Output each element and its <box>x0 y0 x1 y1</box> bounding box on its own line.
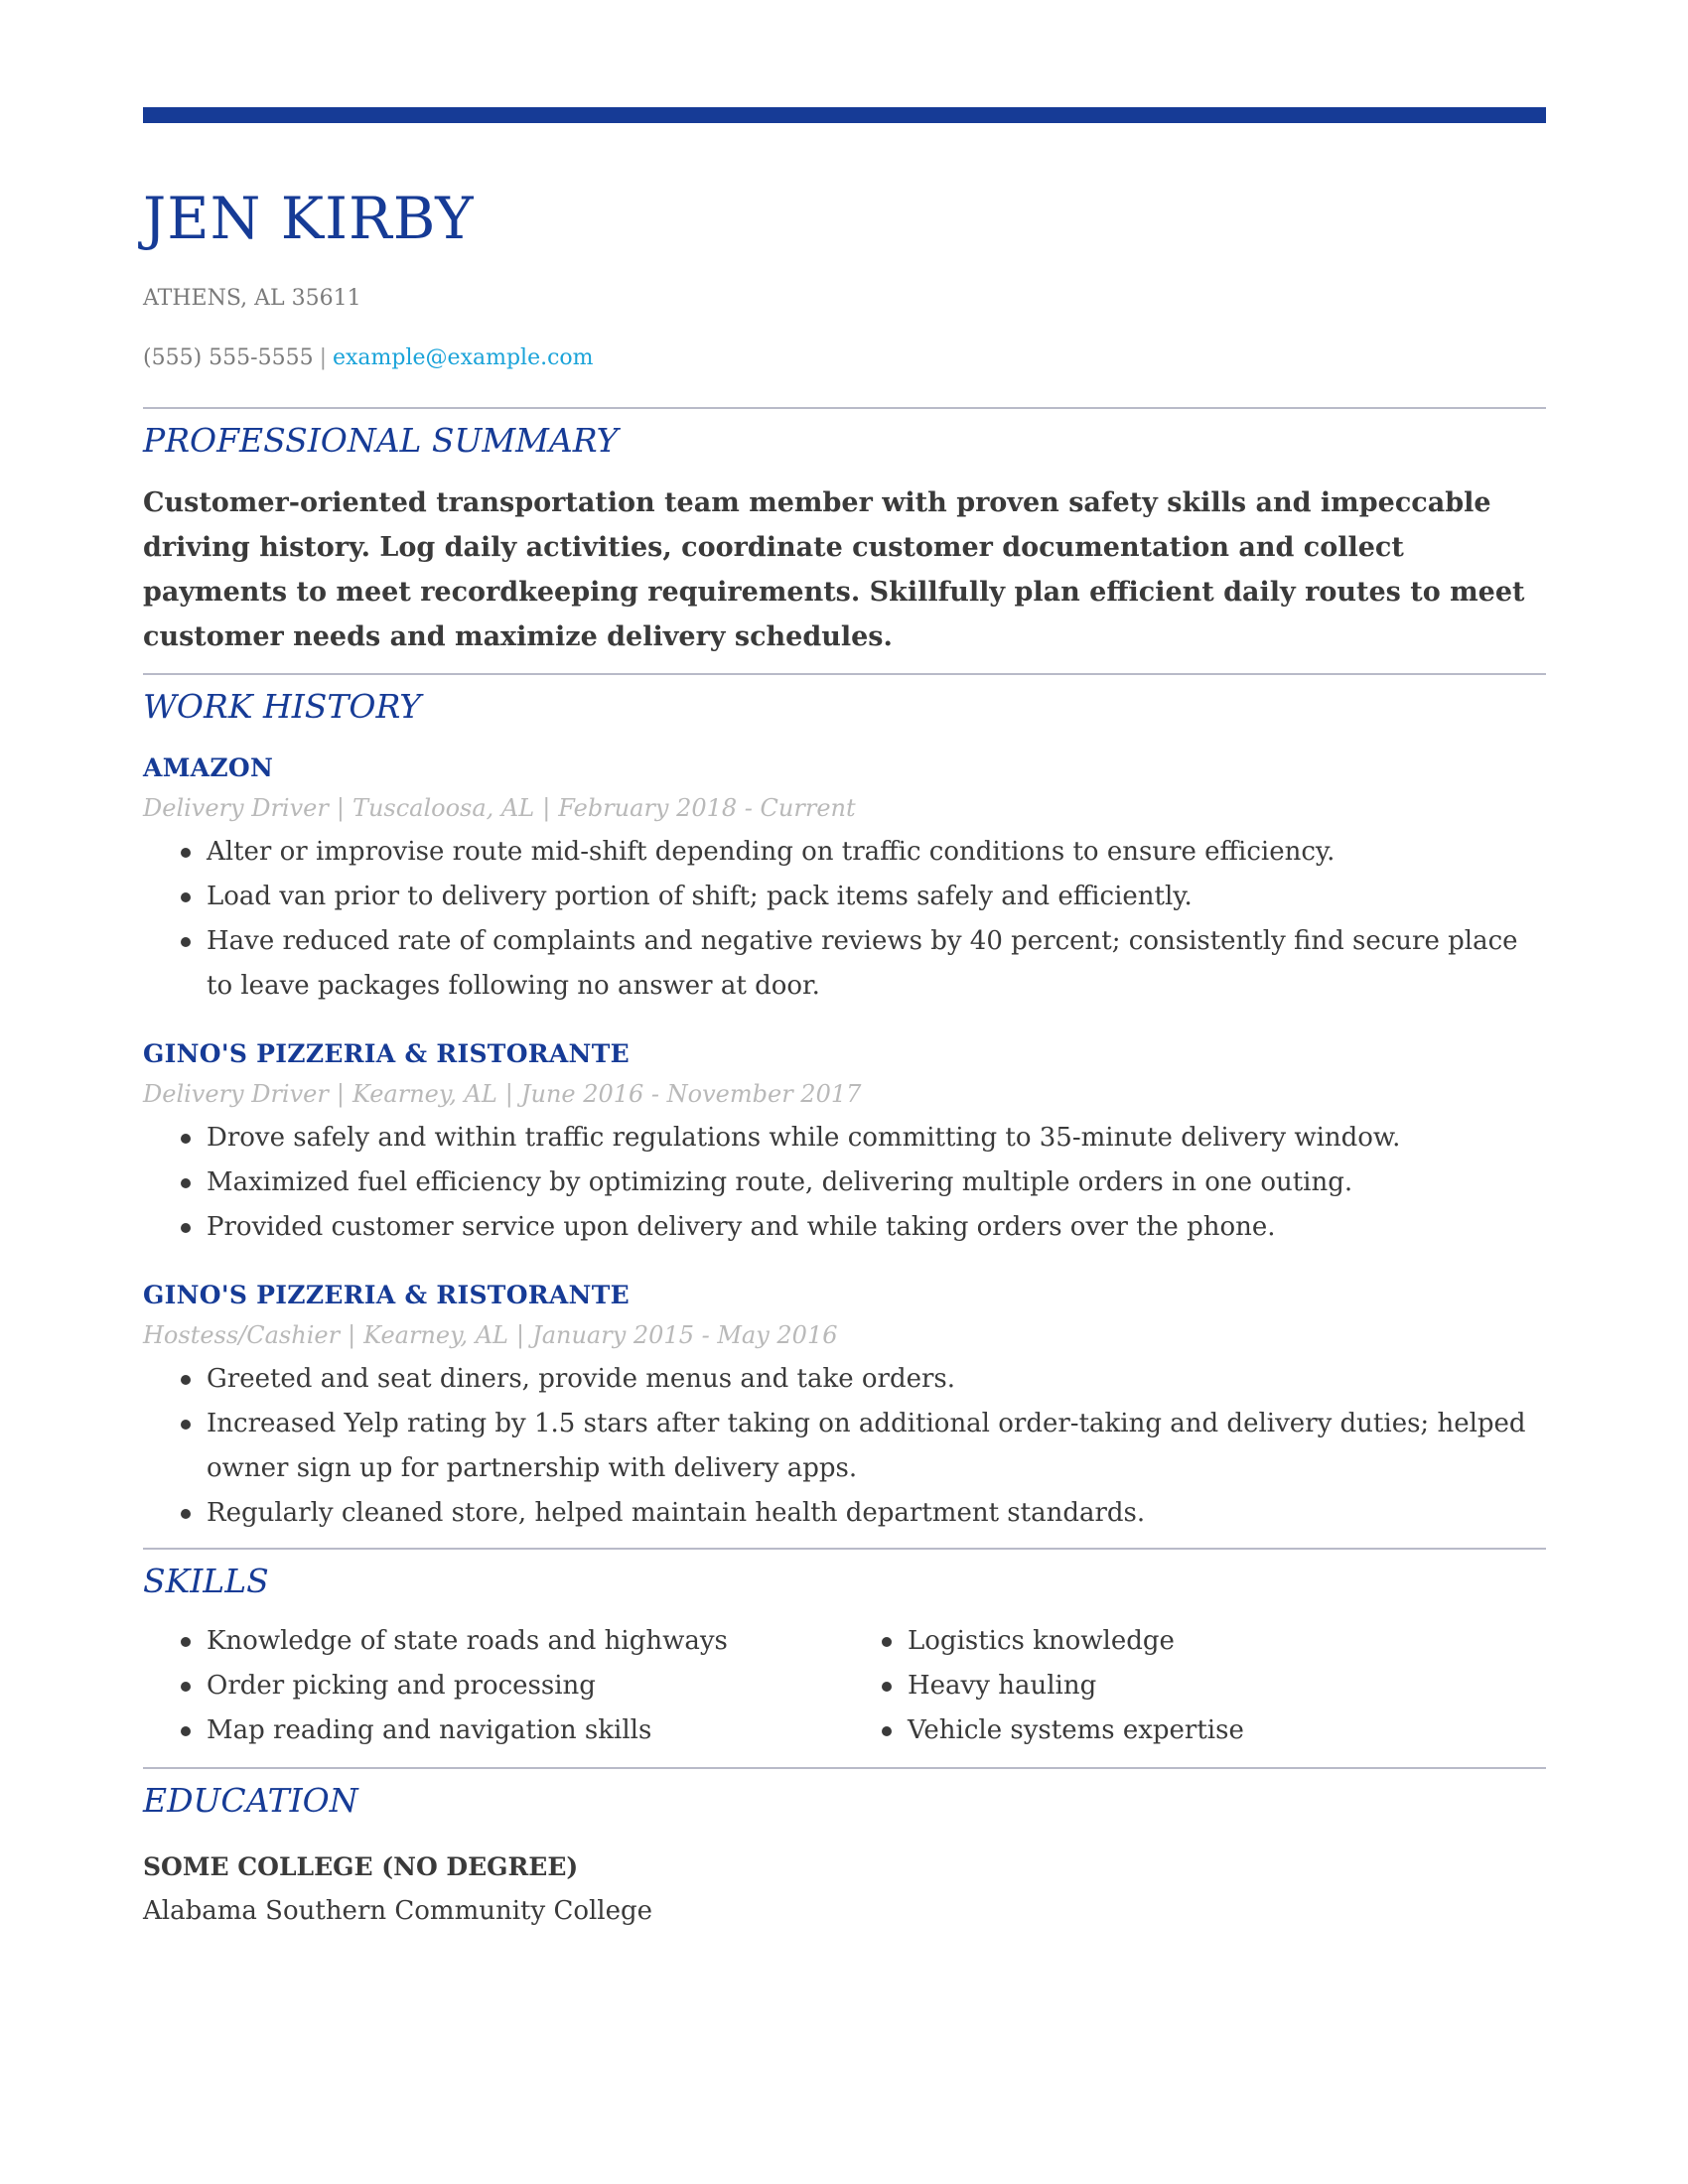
bullet-item: Increased Yelp rating by 1.5 stars after taking on additional order-taking and delivery duties; helped owner sign up for partnership with delivery apps. <box>181 1402 1546 1491</box>
education-school: Alabama Southern Community College <box>143 1896 653 1926</box>
skill-item: Knowledge of state roads and highways <box>181 1619 844 1664</box>
job-meta <box>143 1319 1546 1351</box>
bullet-item: Greeted and seat diners, provide menus and take orders. <box>181 1357 1546 1402</box>
skill-item: Heavy hauling <box>882 1664 1244 1708</box>
company-name: AMAZON <box>143 753 274 782</box>
work-history-title: WORK HISTORY <box>143 687 422 726</box>
job-location: Kearney, AL <box>352 1080 497 1108</box>
resume-page <box>143 107 1546 1930</box>
phone-number: (555) 555-5555 <box>143 345 314 370</box>
skills-column-left <box>143 1619 844 1753</box>
job-entry <box>143 1038 1546 1250</box>
job-location: Tuscaloosa, AL <box>352 794 535 822</box>
bullet-item: Drove safely and within traffic regulations while committing to 35-minute delivery window. <box>181 1116 1546 1160</box>
meta-separator: | <box>504 1080 513 1108</box>
section-divider <box>143 1548 1546 1550</box>
job-dates: February 2018 - Current <box>558 794 856 822</box>
summary-text: Customer-oriented transportation team member with proven safety skills and impeccable driving history. Log daily activities, coordinate customer documentation and collect payments to meet recordkeeping requirements. Skillfully plan efficient daily routes to meet customer needs and maximize delivery schedules. <box>143 487 1525 652</box>
bullet-item: Alter or improvise route mid-shift depending on traffic conditions to ensure efficiency. <box>181 830 1546 875</box>
meta-separator: | <box>542 794 551 822</box>
skills-list-right <box>844 1619 1244 1753</box>
job-bullets <box>143 830 1546 1009</box>
skill-item: Order picking and processing <box>181 1664 844 1708</box>
company-name: GINO'S PIZZERIA & RISTORANTE <box>143 1039 630 1068</box>
email-link[interactable]: example@example.com <box>333 345 594 370</box>
job-location: Kearney, AL <box>363 1321 508 1349</box>
section-divider <box>143 673 1546 675</box>
bullet-item: Regularly cleaned store, helped maintain health department standards. <box>181 1491 1546 1536</box>
job-bullets <box>143 1357 1546 1536</box>
skills-list-left <box>143 1619 844 1753</box>
contact-separator: | <box>319 345 327 370</box>
company-name: GINO'S PIZZERIA & RISTORANTE <box>143 1281 630 1309</box>
section-divider <box>143 407 1546 409</box>
bullet-item: Have reduced rate of complaints and negative reviews by 40 percent; consistently find secure place to leave packages following no answer at door. <box>181 919 1546 1009</box>
top-accent-bar <box>143 107 1546 123</box>
candidate-address: ATHENS, AL 35611 <box>143 286 361 311</box>
bullet-item: Load van prior to delivery portion of shift; pack items safely and efficiently. <box>181 875 1546 919</box>
education-section <box>143 1781 1546 1930</box>
contact-line <box>143 343 1546 373</box>
work-history-section <box>143 687 1546 1536</box>
job-role: Delivery Driver <box>143 794 329 822</box>
bullet-item: Maximized fuel efficiency by optimizing route, delivering multiple orders in one outing. <box>181 1160 1546 1205</box>
job-bullets <box>143 1116 1546 1250</box>
skills-column-right <box>844 1619 1244 1753</box>
summary-section <box>143 421 1546 659</box>
job-entry <box>143 1280 1546 1536</box>
meta-separator: | <box>515 1321 525 1349</box>
candidate-name: JEN KIRBY <box>143 185 475 252</box>
job-dates: January 2015 - May 2016 <box>532 1321 838 1349</box>
section-divider <box>143 1767 1546 1769</box>
skill-item: Map reading and navigation skills <box>181 1708 844 1753</box>
summary-title: PROFESSIONAL SUMMARY <box>143 421 619 460</box>
skills-section <box>143 1562 1546 1753</box>
skills-grid <box>143 1619 1546 1753</box>
education-degree: SOME COLLEGE (NO DEGREE) <box>143 1852 579 1881</box>
skills-title: SKILLS <box>143 1562 269 1600</box>
job-meta <box>143 1078 1546 1110</box>
bullet-item: Provided customer service upon delivery and while taking orders over the phone. <box>181 1205 1546 1250</box>
education-title: EDUCATION <box>143 1781 358 1820</box>
job-role: Delivery Driver <box>143 1080 329 1108</box>
job-meta <box>143 792 1546 824</box>
skill-item: Logistics knowledge <box>882 1619 1244 1664</box>
job-role: Hostess/Cashier <box>143 1321 341 1349</box>
meta-separator: | <box>336 794 345 822</box>
meta-separator: | <box>336 1080 345 1108</box>
job-entry <box>143 752 1546 1009</box>
meta-separator: | <box>348 1321 356 1349</box>
job-dates: June 2016 - November 2017 <box>520 1080 862 1108</box>
skill-item: Vehicle systems expertise <box>882 1708 1244 1753</box>
